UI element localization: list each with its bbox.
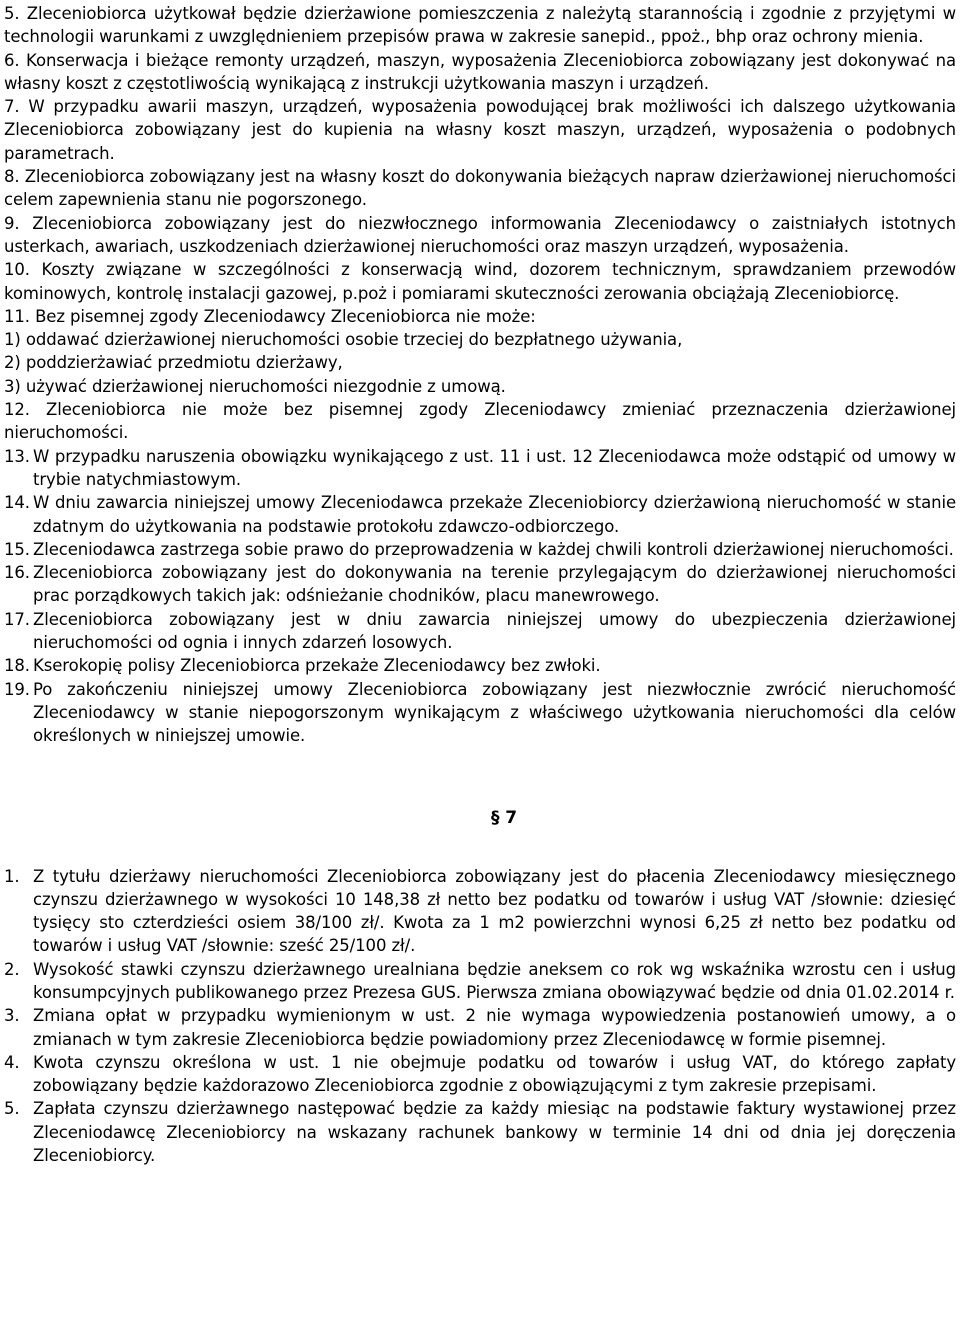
clause-text: Wysokość stawki czynszu dzierżawnego urealniana będzie aneksem co rok wg wskaźnika wzrostu cen i usług konsumpcyjnych publikowanego przez Prezesa GUS. Pierwsza zmiana obowiązywać będzie od dnia 01.02.2014 r. [33, 959, 956, 1002]
section-7-clause-4 [4, 1051, 956, 1098]
clause-text: Zleceniobiorca zobowiązany jest do dokonywania na terenie przylegającym do dzierżawionej nieruchomości prac porządkowych takich jak: odśnieżanie chodników, placu manewrowego. [33, 563, 956, 606]
clause-number: 16. [4, 563, 30, 583]
section-heading: § 7 [491, 807, 517, 828]
clause-15 [4, 538, 956, 561]
clause-text: Zmiana opłat w przypadku wymienionym w ust. 2 nie wymaga wypowiedzenia postanowień umowy, a o zmianach w tym zakresie Zleceniobiorca będzie powiadomiony przez Zleceniodawcę w formie pisemnej. [33, 1006, 956, 1049]
clause-number: 17. [4, 609, 30, 629]
clause-number: 18. [4, 656, 30, 676]
clause-14 [4, 491, 956, 538]
section-7-clauses [4, 865, 956, 1168]
clause-19 [4, 678, 956, 748]
clause-text: Zleceniobiorca zobowiązany jest w dniu zawarcia niniejszej umowy do ubezpieczenia dzierżawionej nieruchomości od ognia i innych zdarzeń losowych. [33, 609, 956, 653]
clause-6: 6. Konserwacja i bieżące remonty urządzeń, maszyn, wyposażenia Zleceniobiorca zobowiązany jest dokonywać na własny koszt z częstotliwością wynikającą z instrukcji użytkowania maszyn i urządzeń. [4, 50, 956, 93]
clause-7: 7. W przypadku awarii maszyn, urządzeń, wyposażenia powodującej brak możliwości ich dalszego użytkowania Zleceniobiorca zobowiązany jest do kupienia na własny koszt maszyn, urządzeń, wyposażenia o podobnych parametrach. [4, 97, 956, 163]
clause-11-point-3: 3) używać dzierżawionej nieruchomości niezgodnie z umową. [4, 376, 506, 396]
clause-9: 9. Zleceniobiorca zobowiązany jest do niezwłocznego informowania Zleceniodawcy o zaistniałych istotnych usterkach, awariach, uszkodzeniach dzierżawionej nieruchomości oraz maszyn urządzeń, wyposażenia. [4, 213, 956, 256]
clause-number: 19. [4, 679, 30, 699]
section-7-clause-3 [4, 1004, 956, 1051]
clause-number: 13. [4, 446, 30, 466]
section-7-clause-5 [4, 1097, 956, 1167]
clause-number: 14. [4, 493, 30, 513]
clause-text: Zapłata czynszu dzierżawnego następować będzie za każdy miesiąc na podstawie faktury wystawionej przez Zleceniodawcę Zleceniobiorcy na wskazany rachunek bankowy w terminie 14 dni od dnia jej doręczenia Zleceniobiorcy. [33, 1099, 956, 1166]
clause-text: Kwota czynszu określona w ust. 1 nie obejmuje podatku od towarów i usług VAT, do którego zapłaty zobowiązany będzie każdorazowo Zleceniobiorca zgodnie z obowiązującymi z tym zakresie przepisami. [33, 1052, 956, 1096]
section-7-clause-1 [4, 865, 956, 958]
clause-10: 10. Koszty związane w szczególności z konserwacją wind, dozorem technicznym, sprawdzaniem przewodów kominowych, kontrolę instalacji gazowej, p.poż i pomiarami skuteczności zerowania obciążają Zleceniobiorcę. [4, 260, 956, 303]
clause-11: 11. Bez pisemnej zgody Zleceniodawcy Zleceniobiorca nie może: [4, 306, 536, 326]
clause-text: Po zakończeniu niniejszej umowy Zleceniobiorca zobowiązany jest niezwłocznie zwrócić nieruchomość Zleceniodawcy w stanie niepogorszonym wynikającym z właściwego użytkowania nieruchomości dla celów określonych w niniejszej umowie. [33, 679, 956, 746]
clause-text: Zleceniodawca zastrzega sobie prawo do przeprowadzenia w każdej chwili kontroli dzierżawionej nieruchomości. [33, 539, 954, 559]
clause-number: 15. [4, 539, 30, 559]
clause-text: Z tytułu dzierżawy nieruchomości Zleceniobiorca zobowiązany jest do płacenia Zleceniodawcy miesięcznego czynszu dzierżawnego w wysokości 10 148,38 zł netto bez podatku od towarów i usług VAT /słownie: dziesięć tysięcy sto czterdzieści osiem 38/100 zł/. Kwota za 1 m2 powierzchni wynosi 6,25 zł netto bez podatku od towarów i usług VAT /słownie: sześć 25/100 zł/. [33, 866, 956, 956]
clause-11-point-1: 1) oddawać dzierżawionej nieruchomości osobie trzeciej do bezpłatnego używania, [4, 330, 683, 350]
continued-clauses [4, 2, 956, 445]
clause-13 [4, 445, 956, 492]
hanging-clauses [4, 445, 956, 748]
clause-12: 12. Zleceniobiorca nie może bez pisemnej zgody Zleceniodawcy zmieniać przeznaczenia dzierżawionej nieruchomości. [4, 400, 956, 443]
clause-5: 5. Zleceniobiorca użytkował będzie dzierżawione pomieszczenia z należytą starannością i zgodnie z przyjętymi w technologii warunkami z uwzględnieniem przepisów prawa w zakresie sanepid., ppoż., bhp oraz ochrony mienia. [4, 4, 956, 47]
clause-11-point-2: 2) poddzierżawiać przedmiotu dzierżawy, [4, 353, 343, 373]
section-7-clause-2 [4, 958, 956, 1005]
clause-text: W przypadku naruszenia obowiązku wynikającego z ust. 11 i ust. 12 Zleceniodawca może odstąpić od umowy w trybie natychmiastowym. [33, 446, 956, 489]
clause-16 [4, 561, 956, 608]
clause-18 [4, 654, 956, 677]
clause-number: 1. [4, 866, 20, 886]
clause-number: 2. [4, 959, 20, 979]
clause-text: Kserokopię polisy Zleceniobiorca przekaże Zleceniodawcy bez zwłoki. [33, 656, 601, 676]
clause-number: 3. [4, 1006, 20, 1026]
clause-8: 8. Zleceniobiorca zobowiązany jest na własny koszt do dokonywania bieżących napraw dzierżawionej nieruchomości celem zapewnienia stanu nie pogorszonego. [4, 167, 956, 210]
clause-number: 4. [4, 1052, 20, 1072]
clause-number: 5. [4, 1099, 20, 1119]
clause-text: W dniu zawarcia niniejszej umowy Zleceniodawca przekaże Zleceniobiorcy dzierżawioną nieruchomość w stanie zdatnym do użytkowania na podstawie protokołu zdawczo-odbiorczego. [33, 493, 956, 536]
clause-17 [4, 608, 956, 655]
